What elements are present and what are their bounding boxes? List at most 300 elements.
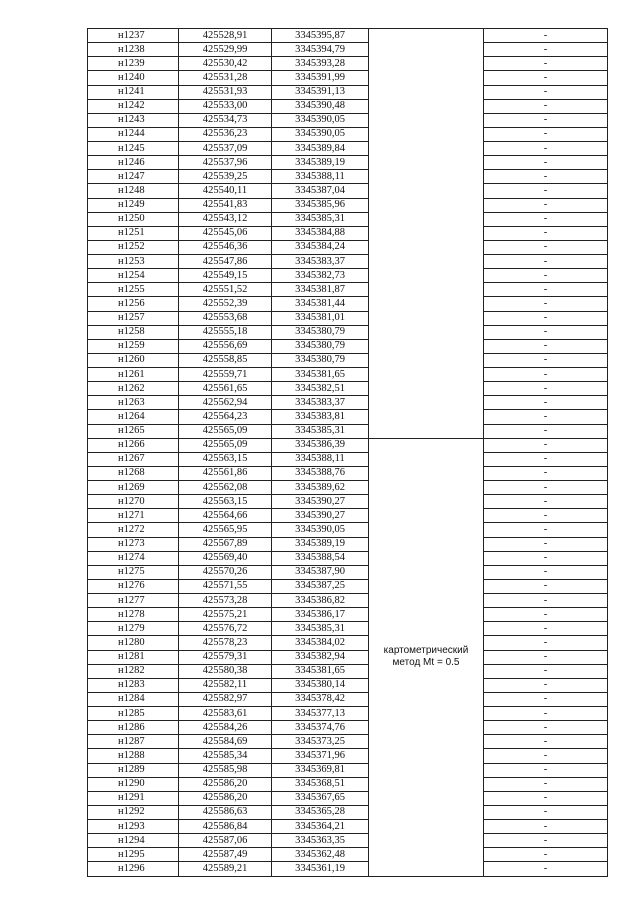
x-coordinate-cell: 425565,09 bbox=[179, 424, 272, 438]
error-cell: - bbox=[484, 692, 608, 706]
table-row bbox=[88, 113, 608, 127]
table-row bbox=[88, 636, 608, 650]
point-id-cell: н1288 bbox=[88, 749, 179, 763]
error-cell: - bbox=[484, 382, 608, 396]
error-cell: - bbox=[484, 805, 608, 819]
table-row bbox=[88, 43, 608, 57]
x-coordinate-cell: 425589,21 bbox=[179, 862, 272, 876]
y-coordinate-cell: 3345365,28 bbox=[272, 805, 369, 819]
point-id-cell: н1280 bbox=[88, 636, 179, 650]
table-row bbox=[88, 735, 608, 749]
table-row bbox=[88, 424, 608, 438]
table-row bbox=[88, 353, 608, 367]
point-id-cell: н1285 bbox=[88, 707, 179, 721]
table-row bbox=[88, 382, 608, 396]
error-cell: - bbox=[484, 438, 608, 452]
error-cell: - bbox=[484, 721, 608, 735]
error-cell: - bbox=[484, 212, 608, 226]
error-cell: - bbox=[484, 466, 608, 480]
point-id-cell: н1272 bbox=[88, 523, 179, 537]
y-coordinate-cell: 3345394,79 bbox=[272, 43, 369, 57]
point-id-cell: н1255 bbox=[88, 283, 179, 297]
point-id-cell: н1279 bbox=[88, 622, 179, 636]
error-cell: - bbox=[484, 311, 608, 325]
table-row bbox=[88, 763, 608, 777]
y-coordinate-cell: 3345388,11 bbox=[272, 452, 369, 466]
error-cell: - bbox=[484, 113, 608, 127]
point-id-cell: н1263 bbox=[88, 396, 179, 410]
point-id-cell: н1253 bbox=[88, 255, 179, 269]
point-id-cell: н1293 bbox=[88, 820, 179, 834]
table-row bbox=[88, 368, 608, 382]
error-cell: - bbox=[484, 99, 608, 113]
y-coordinate-cell: 3345387,25 bbox=[272, 579, 369, 593]
y-coordinate-cell: 3345384,88 bbox=[272, 226, 369, 240]
table-row bbox=[88, 805, 608, 819]
x-coordinate-cell: 425541,83 bbox=[179, 198, 272, 212]
x-coordinate-cell: 425564,23 bbox=[179, 410, 272, 424]
x-coordinate-cell: 425578,23 bbox=[179, 636, 272, 650]
point-id-cell: н1291 bbox=[88, 791, 179, 805]
x-coordinate-cell: 425579,31 bbox=[179, 650, 272, 664]
error-cell: - bbox=[484, 608, 608, 622]
x-coordinate-cell: 425531,93 bbox=[179, 85, 272, 99]
point-id-cell: н1296 bbox=[88, 862, 179, 876]
x-coordinate-cell: 425547,86 bbox=[179, 255, 272, 269]
point-id-cell: н1251 bbox=[88, 226, 179, 240]
y-coordinate-cell: 3345389,19 bbox=[272, 537, 369, 551]
point-id-cell: н1278 bbox=[88, 608, 179, 622]
point-id-cell: н1274 bbox=[88, 551, 179, 565]
table-row bbox=[88, 594, 608, 608]
y-coordinate-cell: 3345385,31 bbox=[272, 622, 369, 636]
y-coordinate-cell: 3345388,76 bbox=[272, 466, 369, 480]
x-coordinate-cell: 425563,15 bbox=[179, 452, 272, 466]
x-coordinate-cell: 425537,09 bbox=[179, 142, 272, 156]
error-cell: - bbox=[484, 622, 608, 636]
table-row bbox=[88, 749, 608, 763]
x-coordinate-cell: 425543,12 bbox=[179, 212, 272, 226]
x-coordinate-cell: 425587,49 bbox=[179, 848, 272, 862]
error-cell: - bbox=[484, 834, 608, 848]
y-coordinate-cell: 3345387,04 bbox=[272, 184, 369, 198]
x-coordinate-cell: 425563,15 bbox=[179, 495, 272, 509]
y-coordinate-cell: 3345388,54 bbox=[272, 551, 369, 565]
error-cell: - bbox=[484, 198, 608, 212]
error-cell: - bbox=[484, 85, 608, 99]
point-id-cell: н1247 bbox=[88, 170, 179, 184]
table-row bbox=[88, 339, 608, 353]
table-row bbox=[88, 283, 608, 297]
point-id-cell: н1271 bbox=[88, 509, 179, 523]
point-id-cell: н1241 bbox=[88, 85, 179, 99]
y-coordinate-cell: 3345386,82 bbox=[272, 594, 369, 608]
y-coordinate-cell: 3345383,37 bbox=[272, 255, 369, 269]
x-coordinate-cell: 425586,20 bbox=[179, 791, 272, 805]
table-row bbox=[88, 325, 608, 339]
table-row bbox=[88, 565, 608, 579]
point-id-cell: н1281 bbox=[88, 650, 179, 664]
y-coordinate-cell: 3345390,05 bbox=[272, 113, 369, 127]
point-id-cell: н1266 bbox=[88, 438, 179, 452]
y-coordinate-cell: 3345389,19 bbox=[272, 156, 369, 170]
error-cell: - bbox=[484, 565, 608, 579]
point-id-cell: н1270 bbox=[88, 495, 179, 509]
error-cell: - bbox=[484, 650, 608, 664]
x-coordinate-cell: 425582,11 bbox=[179, 678, 272, 692]
y-coordinate-cell: 3345391,13 bbox=[272, 85, 369, 99]
x-coordinate-cell: 425529,99 bbox=[179, 43, 272, 57]
table-row bbox=[88, 579, 608, 593]
x-coordinate-cell: 425580,38 bbox=[179, 664, 272, 678]
point-id-cell: н1259 bbox=[88, 339, 179, 353]
table-row bbox=[88, 608, 608, 622]
table-row bbox=[88, 481, 608, 495]
y-coordinate-cell: 3345364,21 bbox=[272, 820, 369, 834]
table-row bbox=[88, 820, 608, 834]
point-id-cell: н1257 bbox=[88, 311, 179, 325]
x-coordinate-cell: 425537,96 bbox=[179, 156, 272, 170]
coordinates-table bbox=[87, 28, 608, 877]
y-coordinate-cell: 3345384,24 bbox=[272, 240, 369, 254]
y-coordinate-cell: 3345387,90 bbox=[272, 565, 369, 579]
table-row bbox=[88, 240, 608, 254]
table-row bbox=[88, 791, 608, 805]
x-coordinate-cell: 425561,65 bbox=[179, 382, 272, 396]
error-cell: - bbox=[484, 763, 608, 777]
y-coordinate-cell: 3345385,96 bbox=[272, 198, 369, 212]
table-row bbox=[88, 226, 608, 240]
y-coordinate-cell: 3345390,27 bbox=[272, 509, 369, 523]
x-coordinate-cell: 425534,73 bbox=[179, 113, 272, 127]
error-cell: - bbox=[484, 339, 608, 353]
x-coordinate-cell: 425553,68 bbox=[179, 311, 272, 325]
y-coordinate-cell: 3345390,27 bbox=[272, 495, 369, 509]
method-cell bbox=[369, 29, 484, 439]
table-row bbox=[88, 170, 608, 184]
y-coordinate-cell: 3345381,44 bbox=[272, 297, 369, 311]
point-id-cell: н1245 bbox=[88, 142, 179, 156]
y-coordinate-cell: 3345395,87 bbox=[272, 29, 369, 43]
x-coordinate-cell: 425549,15 bbox=[179, 269, 272, 283]
x-coordinate-cell: 425575,21 bbox=[179, 608, 272, 622]
error-cell: - bbox=[484, 664, 608, 678]
y-coordinate-cell: 3345390,05 bbox=[272, 523, 369, 537]
y-coordinate-cell: 3345380,79 bbox=[272, 325, 369, 339]
table-row bbox=[88, 438, 608, 452]
table-row bbox=[88, 269, 608, 283]
error-cell: - bbox=[484, 368, 608, 382]
coordinates-table-body bbox=[88, 29, 608, 877]
table-row bbox=[88, 410, 608, 424]
error-cell: - bbox=[484, 678, 608, 692]
error-cell: - bbox=[484, 509, 608, 523]
point-id-cell: н1254 bbox=[88, 269, 179, 283]
point-id-cell: н1262 bbox=[88, 382, 179, 396]
table-row bbox=[88, 509, 608, 523]
table-row bbox=[88, 622, 608, 636]
table-row bbox=[88, 664, 608, 678]
error-cell: - bbox=[484, 735, 608, 749]
x-coordinate-cell: 425545,06 bbox=[179, 226, 272, 240]
point-id-cell: н1284 bbox=[88, 692, 179, 706]
point-id-cell: н1239 bbox=[88, 57, 179, 71]
point-id-cell: н1264 bbox=[88, 410, 179, 424]
table-row bbox=[88, 848, 608, 862]
point-id-cell: н1242 bbox=[88, 99, 179, 113]
table-row bbox=[88, 156, 608, 170]
x-coordinate-cell: 425573,28 bbox=[179, 594, 272, 608]
error-cell: - bbox=[484, 127, 608, 141]
error-cell: - bbox=[484, 325, 608, 339]
x-coordinate-cell: 425586,63 bbox=[179, 805, 272, 819]
point-id-cell: н1273 bbox=[88, 537, 179, 551]
point-id-cell: н1265 bbox=[88, 424, 179, 438]
x-coordinate-cell: 425570,26 bbox=[179, 565, 272, 579]
table-row bbox=[88, 127, 608, 141]
table-row bbox=[88, 212, 608, 226]
error-cell: - bbox=[484, 777, 608, 791]
error-cell: - bbox=[484, 297, 608, 311]
y-coordinate-cell: 3345362,48 bbox=[272, 848, 369, 862]
x-coordinate-cell: 425539,25 bbox=[179, 170, 272, 184]
table-row bbox=[88, 466, 608, 480]
y-coordinate-cell: 3345385,31 bbox=[272, 424, 369, 438]
error-cell: - bbox=[484, 410, 608, 424]
error-cell: - bbox=[484, 226, 608, 240]
x-coordinate-cell: 425555,18 bbox=[179, 325, 272, 339]
point-id-cell: н1277 bbox=[88, 594, 179, 608]
x-coordinate-cell: 425565,95 bbox=[179, 523, 272, 537]
error-cell: - bbox=[484, 396, 608, 410]
y-coordinate-cell: 3345382,73 bbox=[272, 269, 369, 283]
point-id-cell: н1268 bbox=[88, 466, 179, 480]
point-id-cell: н1283 bbox=[88, 678, 179, 692]
table-row bbox=[88, 678, 608, 692]
x-coordinate-cell: 425530,42 bbox=[179, 57, 272, 71]
point-id-cell: н1282 bbox=[88, 664, 179, 678]
table-row bbox=[88, 862, 608, 876]
error-cell: - bbox=[484, 749, 608, 763]
y-coordinate-cell: 3345369,81 bbox=[272, 763, 369, 777]
table-row bbox=[88, 537, 608, 551]
y-coordinate-cell: 3345380,79 bbox=[272, 339, 369, 353]
x-coordinate-cell: 425583,61 bbox=[179, 707, 272, 721]
x-coordinate-cell: 425584,26 bbox=[179, 721, 272, 735]
error-cell: - bbox=[484, 240, 608, 254]
point-id-cell: н1276 bbox=[88, 579, 179, 593]
table-row bbox=[88, 297, 608, 311]
table-row bbox=[88, 834, 608, 848]
table-row bbox=[88, 71, 608, 85]
error-cell: - bbox=[484, 537, 608, 551]
y-coordinate-cell: 3345383,81 bbox=[272, 410, 369, 424]
error-cell: - bbox=[484, 156, 608, 170]
x-coordinate-cell: 425571,55 bbox=[179, 579, 272, 593]
point-id-cell: н1256 bbox=[88, 297, 179, 311]
x-coordinate-cell: 425586,20 bbox=[179, 777, 272, 791]
error-cell: - bbox=[484, 269, 608, 283]
point-id-cell: н1286 bbox=[88, 721, 179, 735]
table-row bbox=[88, 650, 608, 664]
point-id-cell: н1261 bbox=[88, 368, 179, 382]
point-id-cell: н1249 bbox=[88, 198, 179, 212]
y-coordinate-cell: 3345383,37 bbox=[272, 396, 369, 410]
point-id-cell: н1258 bbox=[88, 325, 179, 339]
error-cell: - bbox=[484, 452, 608, 466]
x-coordinate-cell: 425533,00 bbox=[179, 99, 272, 113]
x-coordinate-cell: 425587,06 bbox=[179, 834, 272, 848]
table-row bbox=[88, 777, 608, 791]
table-row bbox=[88, 452, 608, 466]
error-cell: - bbox=[484, 71, 608, 85]
point-id-cell: н1294 bbox=[88, 834, 179, 848]
table-row bbox=[88, 57, 608, 71]
point-id-cell: н1240 bbox=[88, 71, 179, 85]
point-id-cell: н1237 bbox=[88, 29, 179, 43]
y-coordinate-cell: 3345380,14 bbox=[272, 678, 369, 692]
error-cell: - bbox=[484, 170, 608, 184]
point-id-cell: н1290 bbox=[88, 777, 179, 791]
error-cell: - bbox=[484, 353, 608, 367]
error-cell: - bbox=[484, 255, 608, 269]
error-cell: - bbox=[484, 495, 608, 509]
x-coordinate-cell: 425586,84 bbox=[179, 820, 272, 834]
table-row bbox=[88, 29, 608, 43]
y-coordinate-cell: 3345371,96 bbox=[272, 749, 369, 763]
error-cell: - bbox=[484, 579, 608, 593]
point-id-cell: н1287 bbox=[88, 735, 179, 749]
y-coordinate-cell: 3345363,35 bbox=[272, 834, 369, 848]
y-coordinate-cell: 3345386,17 bbox=[272, 608, 369, 622]
y-coordinate-cell: 3345384,02 bbox=[272, 636, 369, 650]
y-coordinate-cell: 3345381,87 bbox=[272, 283, 369, 297]
table-row bbox=[88, 142, 608, 156]
error-cell: - bbox=[484, 43, 608, 57]
y-coordinate-cell: 3345381,01 bbox=[272, 311, 369, 325]
y-coordinate-cell: 3345380,79 bbox=[272, 353, 369, 367]
x-coordinate-cell: 425567,89 bbox=[179, 537, 272, 551]
point-id-cell: н1252 bbox=[88, 240, 179, 254]
y-coordinate-cell: 3345391,99 bbox=[272, 71, 369, 85]
error-cell: - bbox=[484, 57, 608, 71]
error-cell: - bbox=[484, 142, 608, 156]
y-coordinate-cell: 3345374,76 bbox=[272, 721, 369, 735]
table-row bbox=[88, 198, 608, 212]
table-row bbox=[88, 99, 608, 113]
x-coordinate-cell: 425564,66 bbox=[179, 509, 272, 523]
point-id-cell: н1295 bbox=[88, 848, 179, 862]
table-row bbox=[88, 707, 608, 721]
x-coordinate-cell: 425531,28 bbox=[179, 71, 272, 85]
method-cell: картометрический метод Mt = 0.5 bbox=[369, 438, 484, 876]
point-id-cell: н1246 bbox=[88, 156, 179, 170]
table-row bbox=[88, 523, 608, 537]
point-id-cell: н1250 bbox=[88, 212, 179, 226]
point-id-cell: н1292 bbox=[88, 805, 179, 819]
error-cell: - bbox=[484, 523, 608, 537]
y-coordinate-cell: 3345367,65 bbox=[272, 791, 369, 805]
error-cell: - bbox=[484, 862, 608, 876]
error-cell: - bbox=[484, 820, 608, 834]
x-coordinate-cell: 425559,71 bbox=[179, 368, 272, 382]
error-cell: - bbox=[484, 707, 608, 721]
error-cell: - bbox=[484, 594, 608, 608]
x-coordinate-cell: 425585,98 bbox=[179, 763, 272, 777]
point-id-cell: н1260 bbox=[88, 353, 179, 367]
y-coordinate-cell: 3345389,84 bbox=[272, 142, 369, 156]
table-row bbox=[88, 692, 608, 706]
y-coordinate-cell: 3345385,31 bbox=[272, 212, 369, 226]
point-id-cell: н1238 bbox=[88, 43, 179, 57]
x-coordinate-cell: 425561,86 bbox=[179, 466, 272, 480]
y-coordinate-cell: 3345393,28 bbox=[272, 57, 369, 71]
x-coordinate-cell: 425556,69 bbox=[179, 339, 272, 353]
x-coordinate-cell: 425582,97 bbox=[179, 692, 272, 706]
error-cell: - bbox=[484, 184, 608, 198]
x-coordinate-cell: 425546,36 bbox=[179, 240, 272, 254]
point-id-cell: н1248 bbox=[88, 184, 179, 198]
table-row bbox=[88, 495, 608, 509]
y-coordinate-cell: 3345381,65 bbox=[272, 664, 369, 678]
y-coordinate-cell: 3345377,13 bbox=[272, 707, 369, 721]
y-coordinate-cell: 3345382,94 bbox=[272, 650, 369, 664]
y-coordinate-cell: 3345386,39 bbox=[272, 438, 369, 452]
x-coordinate-cell: 425562,08 bbox=[179, 481, 272, 495]
point-id-cell: н1275 bbox=[88, 565, 179, 579]
y-coordinate-cell: 3345361,19 bbox=[272, 862, 369, 876]
y-coordinate-cell: 3345373,25 bbox=[272, 735, 369, 749]
table-row bbox=[88, 85, 608, 99]
error-cell: - bbox=[484, 848, 608, 862]
error-cell: - bbox=[484, 283, 608, 297]
x-coordinate-cell: 425562,94 bbox=[179, 396, 272, 410]
x-coordinate-cell: 425552,39 bbox=[179, 297, 272, 311]
table-row bbox=[88, 551, 608, 565]
error-cell: - bbox=[484, 29, 608, 43]
point-id-cell: н1269 bbox=[88, 481, 179, 495]
x-coordinate-cell: 425540,11 bbox=[179, 184, 272, 198]
table-row bbox=[88, 396, 608, 410]
point-id-cell: н1244 bbox=[88, 127, 179, 141]
x-coordinate-cell: 425585,34 bbox=[179, 749, 272, 763]
y-coordinate-cell: 3345382,51 bbox=[272, 382, 369, 396]
y-coordinate-cell: 3345389,62 bbox=[272, 481, 369, 495]
table-row bbox=[88, 721, 608, 735]
point-id-cell: н1267 bbox=[88, 452, 179, 466]
point-id-cell: н1289 bbox=[88, 763, 179, 777]
point-id-cell: н1243 bbox=[88, 113, 179, 127]
x-coordinate-cell: 425558,85 bbox=[179, 353, 272, 367]
error-cell: - bbox=[484, 551, 608, 565]
error-cell: - bbox=[484, 481, 608, 495]
x-coordinate-cell: 425551,52 bbox=[179, 283, 272, 297]
table-row bbox=[88, 184, 608, 198]
error-cell: - bbox=[484, 791, 608, 805]
x-coordinate-cell: 425565,09 bbox=[179, 438, 272, 452]
error-cell: - bbox=[484, 636, 608, 650]
y-coordinate-cell: 3345390,05 bbox=[272, 127, 369, 141]
x-coordinate-cell: 425569,40 bbox=[179, 551, 272, 565]
y-coordinate-cell: 3345388,11 bbox=[272, 170, 369, 184]
x-coordinate-cell: 425528,91 bbox=[179, 29, 272, 43]
y-coordinate-cell: 3345381,65 bbox=[272, 368, 369, 382]
y-coordinate-cell: 3345368,51 bbox=[272, 777, 369, 791]
table-row bbox=[88, 255, 608, 269]
table-row bbox=[88, 311, 608, 325]
x-coordinate-cell: 425584,69 bbox=[179, 735, 272, 749]
error-cell: - bbox=[484, 424, 608, 438]
